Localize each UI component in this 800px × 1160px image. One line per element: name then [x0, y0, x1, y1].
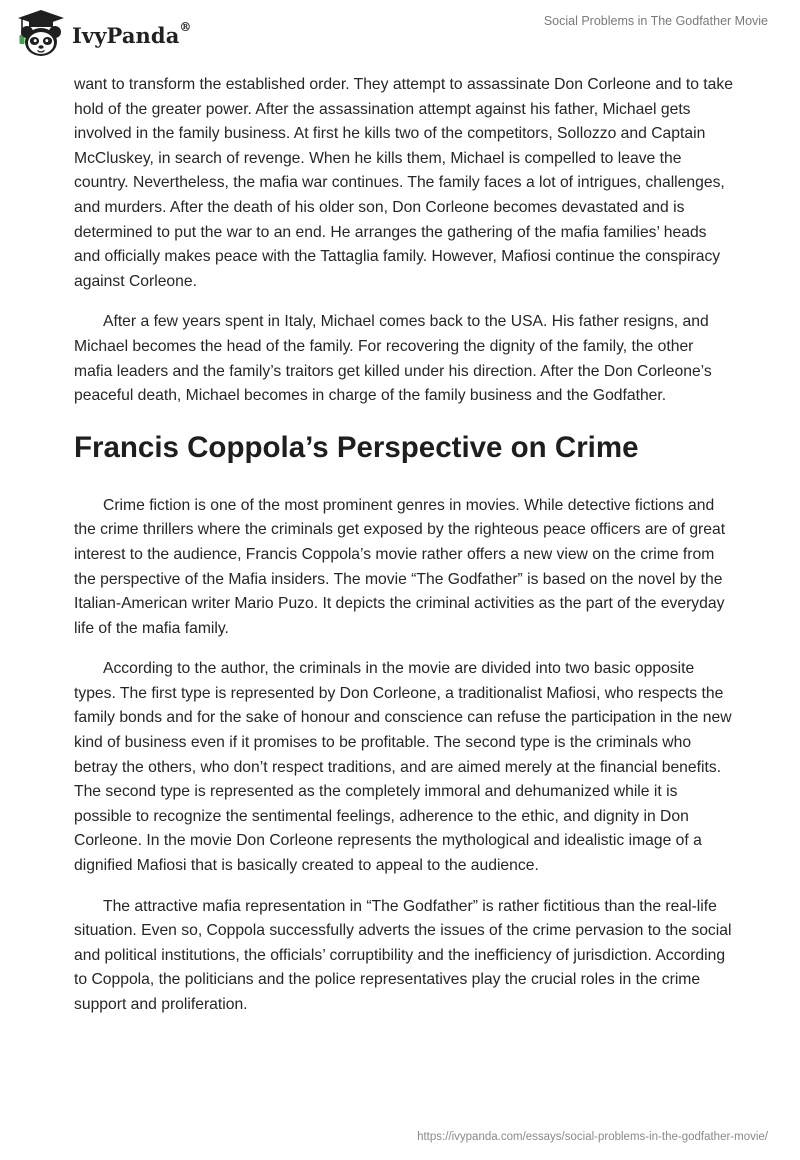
paragraph: Crime fiction is one of the most prominent genres in movies. While detective fictions and the crime thrillers where the criminals get exposed by the righteous peace officers are of great interest to the audience, Francis Coppola’s movie rather offers a new view on the crime from the perspective of the Mafia insiders. The movie “The Godfather” is based on the novel by the Italian-American writer Mario Puzo. It depicts the criminal activities as the part of the everyday life of the mafia family.	[74, 496, 726, 637]
essay-content	[74, 73, 734, 1034]
registered-mark: ®	[179, 19, 192, 34]
paragraph: After a few years spent in Italy, Michael comes back to the USA. His father resigns, and Michael becomes the head of the family. For recovering the dignity of the family, the other mafia leaders and the family’s traitors get killed under his direction. After the Don Corleone’s peaceful death, Michael becomes in charge of the family business and the Godfather.	[74, 313, 712, 405]
document-title: Social Problems in The Godfather Movie	[543, 14, 768, 28]
section-heading: Francis Coppola’s Perspective on Crime	[74, 430, 639, 464]
brand-logo[interactable]	[14, 8, 192, 60]
paragraph: According to the author, the criminals in the movie are divided into two basic opposite types. The first type is represented by Don Corleone, a traditionalist Mafiosi, who respects the family bonds and for the sake of honour and conscience can refuse the participation in the new kind of business even if it promises to be profitable. The second type is the criminals who betray the others, who don’t respect traditions, and are aimed merely at the financial benefits. The second type is represented as the completely immoral and dehumanized while it is possible to recognize the sentimental feelings, adherence to the ethic, and dignity in Don Corleone. In the movie Don Corleone represents the mythological and idealistic image of a dignified Mafiosi that is basically created to appeal to the audience.	[74, 660, 732, 875]
brand-name	[72, 19, 192, 48]
paragraph: The attractive mafia representation in “The Godfather” is rather fictitious than the real-life situation. Even so, Coppola successfully adverts the issues of the crime pervasion to the social and political institutions, the officials’ corruptibility and the inefficiency of jurisdiction. According to Coppola, the politicians and the police representatives play the crucial roles in the crime support and proliferation.	[74, 897, 732, 1013]
page-header	[0, 0, 800, 64]
brand-name-text: IvyPanda	[72, 22, 180, 48]
source-url-link[interactable]: https://ivypanda.com/essays/social-problems-in-the-godfather-movie/	[417, 1131, 768, 1143]
panda-graduate-icon	[14, 8, 68, 60]
paragraph: want to transform the established order. They attempt to assassinate Don Corleone and to take hold of the greater power. After the assassination attempt against his father, Michael gets involved in the family business. At first he kills two of the competitors, Sollozzo and Captain McCluskey, in search of revenge. When he kills them, Michael is compelled to leave the country. Nevertheless, the mafia war continues. The family faces a lot of intrigues, challenges, and murders. After the death of his older son, Don Corleone becomes devastated and is determined to put the war to an end. He arranges the gathering of the mafia families’ heads and officially makes peace with the Tattaglia family. However, Mafiosi continue the conspiracy against Corleone.	[74, 76, 733, 290]
